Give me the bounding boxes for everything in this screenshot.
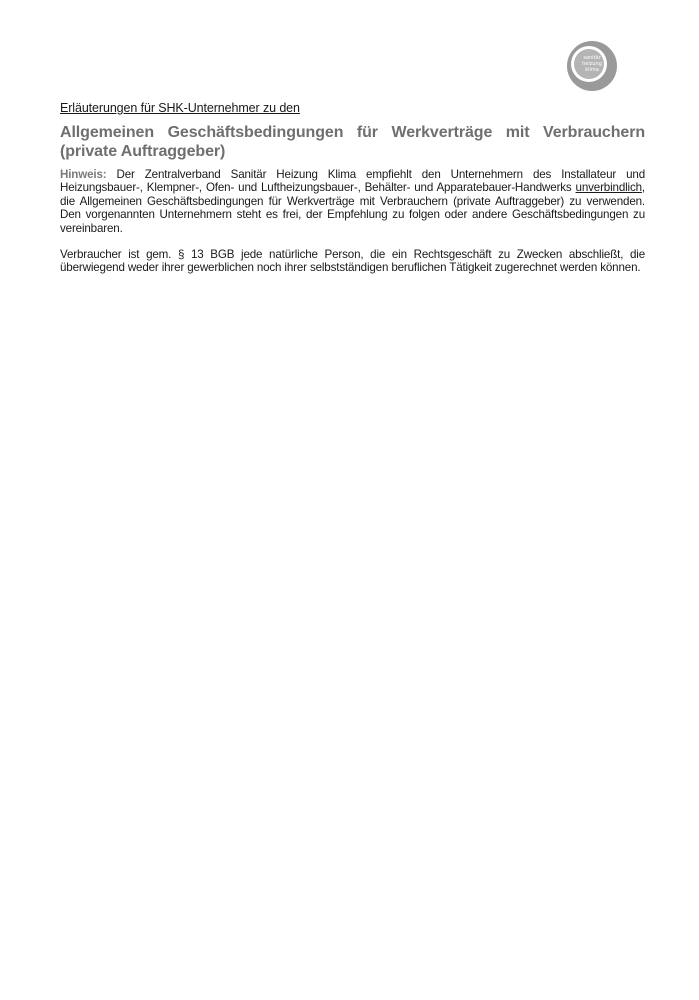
document-intro: Erläuterungen für SHK-Unternehmer zu den bbox=[60, 101, 300, 115]
logo-text bbox=[566, 55, 618, 73]
logo-line: sanitär bbox=[583, 55, 601, 61]
document-title: Allgemeinen Geschäftsbedingungen für Werkverträge mit Verbrauchern (private Auftraggeber) bbox=[60, 124, 645, 160]
hint-paragraph bbox=[60, 168, 645, 235]
document-body bbox=[60, 101, 645, 275]
hint-text-after: , die Allgemeinen Geschäftsbedingungen für Werkverträge mit Verbrauchern (private Auftraggeber) zu verwenden. Den vorgenannten Unternehmern steht es frei, der Empfehlung zu folgen oder andere Geschäftsbedingungen zu vereinbaren. bbox=[60, 181, 645, 235]
definition-paragraph: Verbraucher ist gem. § 13 BGB jede natürliche Person, die ein Rechtsgeschäft zu Zwecken abschließt, die überwiegend weder ihrer gewerblichen noch ihrer selbstständigen beruflichen Tätigkeit zugerechnet werden können. bbox=[60, 248, 645, 275]
hint-emphasis: unverbindlich bbox=[575, 181, 642, 195]
hint-label: Hinweis: bbox=[60, 168, 107, 181]
logo-line: heizung bbox=[582, 61, 602, 67]
logo-line: klima bbox=[585, 67, 599, 73]
hint-text-before: Der Zentralverband Sanitär Heizung Klima empfiehlt den Unternehmern des Installateur und Heizungsbauer-, Klempner-, Ofen- und Luftheizungsbauer-, Behälter- und Apparatebauer-Handwerks bbox=[60, 168, 645, 195]
